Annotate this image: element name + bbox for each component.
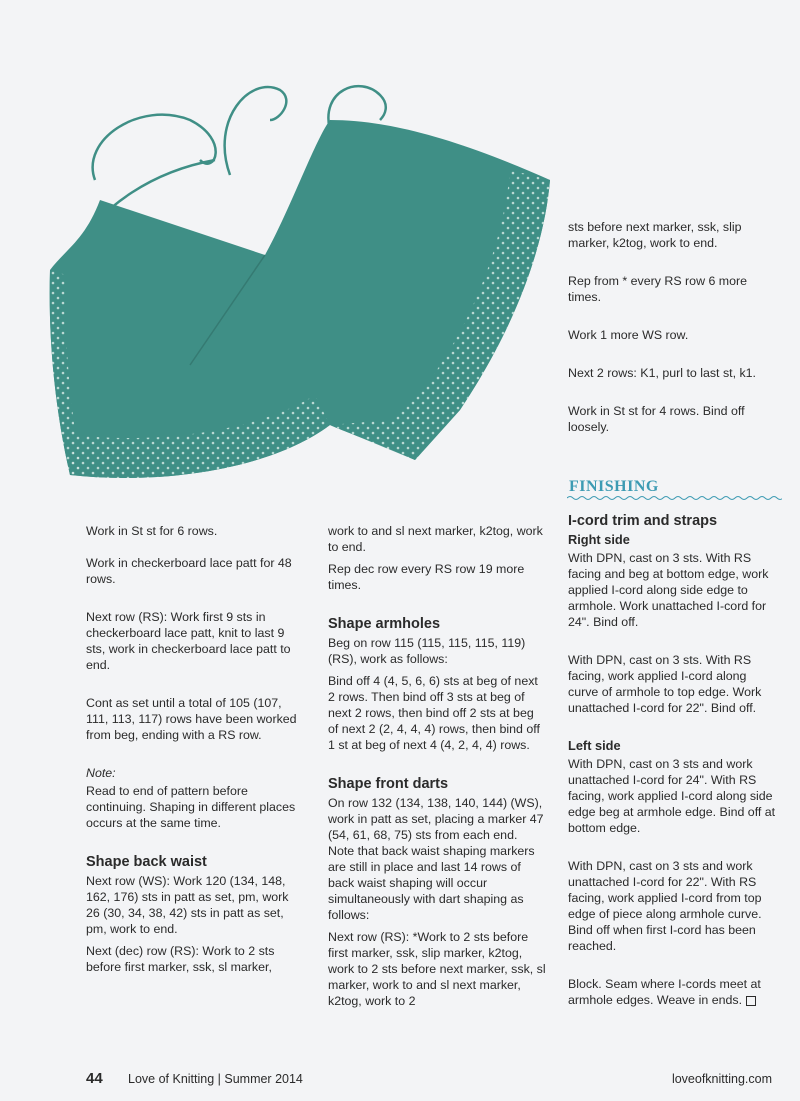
heading-shape-front-darts: Shape front darts [328, 776, 449, 792]
paragraph: work to and sl next marker, k2tog, work to end. [328, 524, 543, 554]
note-text: Read to end of pattern before continuing. Shaping in different places occurs at the same time. [86, 784, 296, 830]
section-title-finishing: FINISHING [569, 478, 659, 495]
website-url: loveofknitting.com [671, 1072, 772, 1086]
column-1 [86, 523, 304, 991]
paragraph: Work in checkerboard lace patt for 48 rows. [86, 556, 292, 586]
paragraph: Work 1 more WS row. [568, 328, 689, 342]
paragraph: Next row (RS): Work first 9 sts in checkerboard lace patt, knit to last 9 sts, work in checkerboard lace patt to end. [86, 610, 291, 672]
paragraph: Rep dec row every RS row 19 more times. [328, 562, 525, 592]
magazine-title: Love of Knitting | Summer 2014 [128, 1072, 303, 1086]
paragraph-final: Block. Seam where I-cords meet at armhole edges. Weave in ends. [568, 977, 761, 1007]
heading-left-side: Left side [568, 738, 621, 753]
heading-right-side: Right side [568, 532, 630, 547]
column-3-finishing [568, 512, 780, 1024]
paragraph: With DPN, cast on 3 sts and work unattached I-cord for 22". With RS facing, work applied I-cord from top edge of piece along armhole curve. Bind off when first I-cord has been reached. [568, 859, 762, 953]
paragraph: Next row (WS): Work 120 (134, 148, 162, 176) sts in patt as set, pm, work 26 (30, 34, 38, 42) sts in patt as set, pm, work to end. [86, 874, 289, 936]
paragraph: Next row (RS): *Work to 2 sts before first marker, ssk, slip marker, k2tog, work to 2 sts before next marker, ssk, sl marker, work to and sl next marker, k2tog, work to 2 [328, 930, 546, 1008]
heading-icord-trim: I-cord trim and straps [568, 513, 718, 529]
paragraph: Beg on row 115 (115, 115, 115, 119) (RS), work as follows: [328, 636, 526, 666]
paragraph: Cont as set until a total of 105 (107, 111, 113, 117) rows have been worked from beg, ending with a RS row. [86, 696, 297, 742]
heading-shape-armholes: Shape armholes [328, 616, 441, 632]
paragraph: On row 132 (134, 138, 140, 144) (WS), work in patt as set, placing a marker 47 (54, 61, 68, 75) sts from each end. Note that back waist shaping markers are still in place and last 14 rows of back waist shaping will occur simultaneously with dart shaping as follows: [328, 796, 544, 922]
paragraph: Next (dec) row (RS): Work to 2 sts before first marker, ssk, sl marker, [86, 944, 275, 974]
page-number: 44 [86, 1070, 103, 1087]
paragraph: Next 2 rows: K1, purl to last st, k1. [568, 366, 756, 380]
paragraph: With DPN, cast on 3 sts and work unattached I-cord for 24". With RS facing, work applied I-cord along side edge beg at armhole edge. Bind off at bottom edge. [568, 757, 776, 835]
end-square-icon [746, 996, 756, 1006]
paragraph: With DPN, cast on 3 sts. With RS facing and beg at bottom edge, work applied I-cord along side edge to armhole. Work unattached I-cord for 24". Bind off. [568, 551, 769, 629]
garment-photo [40, 80, 560, 500]
note-label: Note: [86, 766, 116, 780]
right-strap-2 [225, 87, 287, 175]
paragraph: Work in St st for 6 rows. [86, 524, 218, 538]
column-3 [568, 219, 780, 451]
column-2 [328, 523, 546, 1025]
paragraph: Bind off 4 (4, 5, 6, 6) sts at beg of next 2 rows. Then bind off 3 sts at beg of next 2 rows, then bind off 2 sts at beg of next 2 (2, 4, 4, 4) rows, then bind off 1 st at beg of next 4 (4, 2, 4, 4) rows. [328, 674, 540, 752]
paragraph: Rep from * every RS row 6 more times. [568, 274, 748, 304]
paragraph: Work in St st for 4 rows. Bind off loosely. [568, 404, 745, 434]
heading-shape-back-waist: Shape back waist [86, 854, 207, 870]
paragraph: sts before next marker, ssk, slip marker, k2tog, work to end. [568, 220, 742, 250]
wavy-divider [567, 494, 782, 502]
paragraph: With DPN, cast on 3 sts. With RS facing, work applied I-cord along curve of armhole to top edge. Work unattached I-cord for 22". Bind off. [568, 653, 762, 715]
left-strap [93, 115, 216, 180]
